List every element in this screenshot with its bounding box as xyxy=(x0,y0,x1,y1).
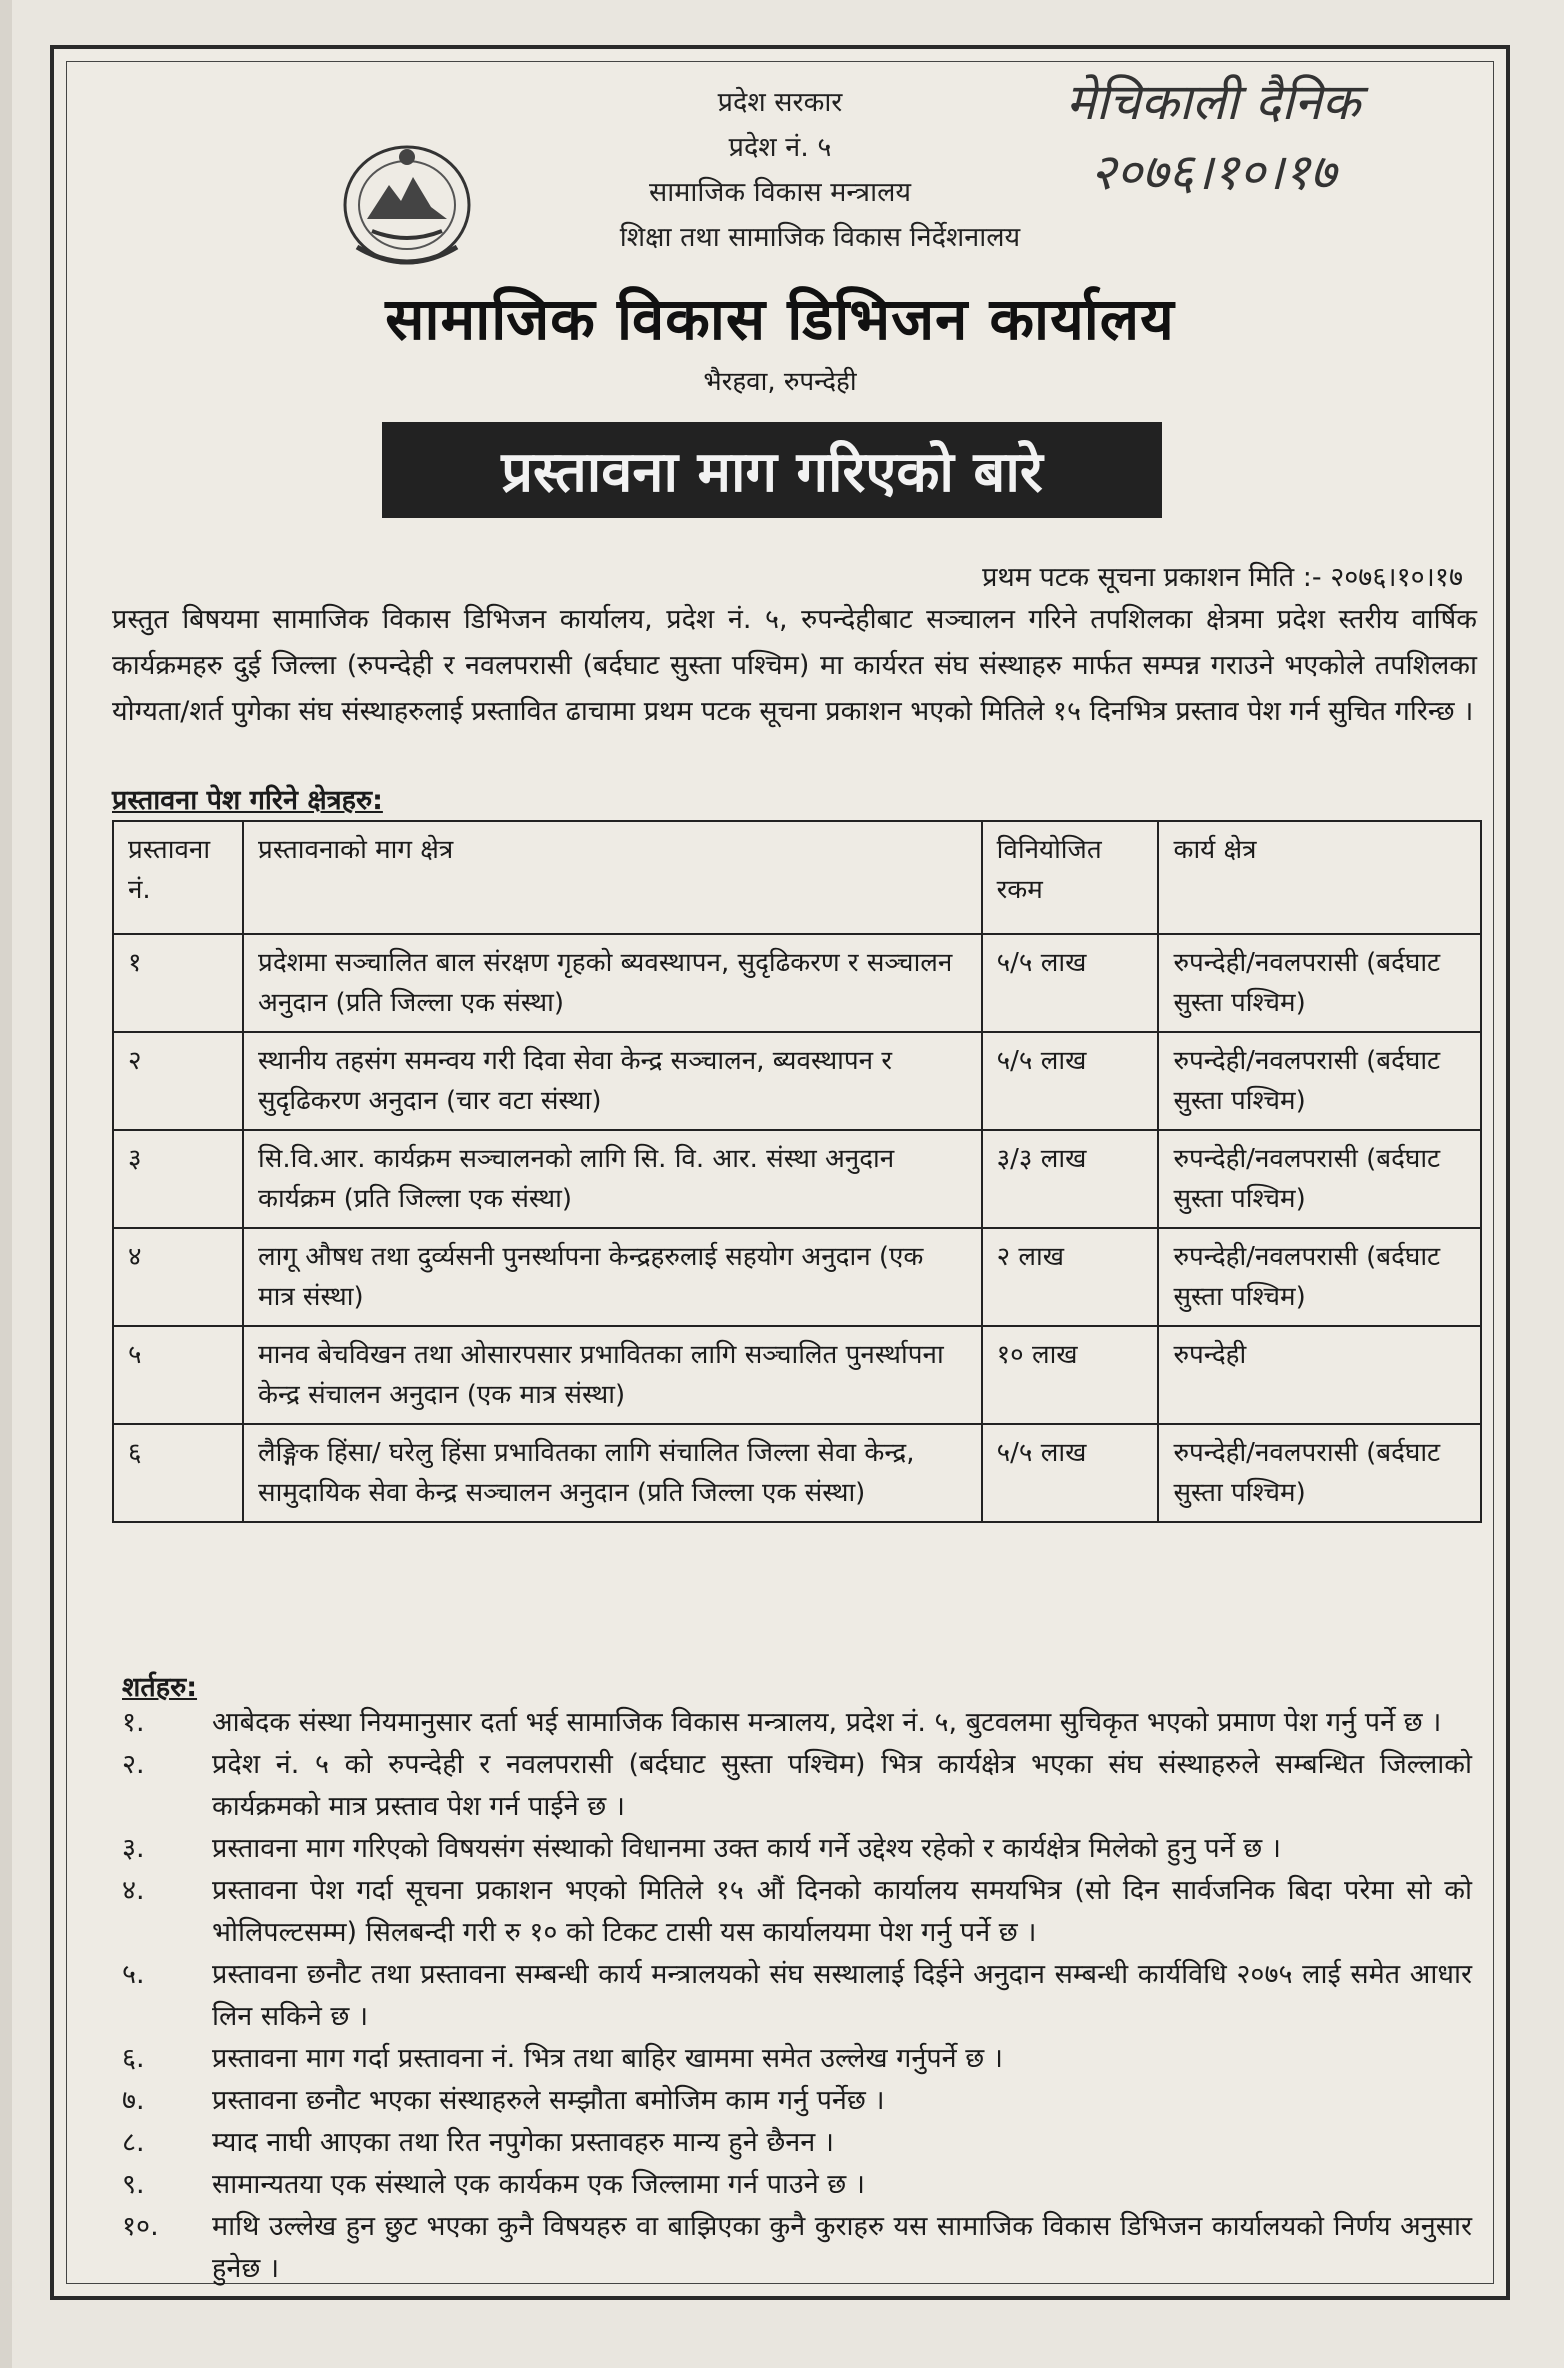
condition-number: ४. xyxy=(122,1875,145,1906)
table-row xyxy=(113,934,1481,1032)
row-amount: ३/३ लाख xyxy=(982,1130,1159,1228)
header-province: प्रदेश नं. ५ xyxy=(728,132,832,163)
handwritten-date: २०७६।१०।१७ xyxy=(1090,143,1336,201)
row-area: रुपन्देही/नवलपरासी (बर्दघाट सुस्ता पश्चिम) xyxy=(1158,934,1481,1032)
condition-number: ६. xyxy=(122,2043,145,2074)
condition-number: ९. xyxy=(122,2169,145,2200)
list-item xyxy=(112,1870,1472,1954)
row-area: रुपन्देही/नवलपरासी (बर्दघाट सुस्ता पश्चिम) xyxy=(1158,1032,1481,1130)
handwritten-newspaper: मेचिकाली दैनिक xyxy=(1065,73,1361,131)
list-item xyxy=(112,2206,1472,2290)
list-item xyxy=(112,1828,1472,1870)
subject-banner xyxy=(382,422,1162,518)
condition-text: प्रदेश नं. ५ को रुपन्देही र नवलपरासी (बर्दघाट सुस्ता पश्चिम) भित्र कार्यक्षेत्र भएका संघ संस्थाहरुले सम्बन्धित जिल्लाको कार्यक्रमको मात्र प्रस्ताव पेश गर्न पाईने छ । xyxy=(212,1749,1472,1822)
publication-date: प्रथम पटक सूचना प्रकाशन मिति :- २०७६।१०।१७ xyxy=(982,562,1463,593)
condition-text: म्याद नाघी आएका तथा रित नपुगेका प्रस्तावहरु मान्य हुने छैनन । xyxy=(212,2127,835,2158)
condition-number: ३. xyxy=(122,1833,145,1864)
condition-number: १. xyxy=(122,1707,145,1738)
row-field: सि.वि.आर. कार्यक्रम सञ्चालनको लागि सि. वि. आर. संस्था अनुदान कार्यक्रम (प्रति जिल्ला एक संस्था) xyxy=(243,1130,982,1228)
condition-text: प्रस्तावना माग गर्दा प्रस्तावना नं. भित्र तथा बाहिर खाममा समेत उल्लेख गर्नुपर्ने छ । xyxy=(212,2043,1003,2074)
header-directorate: शिक्षा तथा सामाजिक विकास निर्देशनालय xyxy=(619,222,1021,253)
office-place: भैरहवा, रुपन्देही xyxy=(703,367,857,397)
list-item xyxy=(112,1702,1472,1744)
section-heading: प्रस्तावना पेश गरिने क्षेत्रहरु: xyxy=(112,785,383,816)
notice-inner-border xyxy=(66,61,1494,2284)
list-item xyxy=(112,2038,1472,2080)
condition-number: ८. xyxy=(122,2127,145,2158)
condition-text: सामान्यतया एक संस्थाले एक कार्यकम एक जिल्लामा गर्न पाउने छ । xyxy=(212,2169,866,2200)
row-field: प्रदेशमा सञ्चालित बाल संरक्षण गृहको ब्यवस्थापन, सुदृढिकरण र सञ्चालन अनुदान (प्रति जिल्ला एक संस्था) xyxy=(243,934,982,1032)
table-row xyxy=(113,1424,1481,1522)
condition-text: आबेदक संस्था नियमानुसार दर्ता भई सामाजिक विकास मन्त्रालय, प्रदेश नं. ५, बुटवलमा सुचिकृत भएको प्रमाण पेश गर्नु पर्ने छ । xyxy=(212,1707,1442,1738)
row-no: ४ xyxy=(113,1228,243,1326)
row-amount: ५/५ लाख xyxy=(982,1424,1159,1522)
row-area: रुपन्देही xyxy=(1158,1326,1481,1424)
row-amount: २ लाख xyxy=(982,1228,1159,1326)
row-field: स्थानीय तहसंग समन्वय गरी दिवा सेवा केन्द्र सञ्चालन, ब्यवस्थापन र सुदृढिकरण अनुदान (चार वटा संस्था) xyxy=(243,1032,982,1130)
list-item xyxy=(112,1954,1472,2038)
list-item xyxy=(112,1744,1472,1828)
row-amount: १० लाख xyxy=(982,1326,1159,1424)
table-header-row xyxy=(113,821,1481,934)
condition-number: २. xyxy=(122,1749,145,1780)
row-no: ५ xyxy=(113,1326,243,1424)
table-row xyxy=(113,1228,1481,1326)
list-item xyxy=(112,2164,1472,2206)
intro-paragraph: प्रस्तुत बिषयमा सामाजिक विकास डिभिजन कार्यालय, प्रदेश नं. ५, रुपन्देहीबाट सञ्चालन गरिने तपशिलका क्षेत्रमा प्रदेश स्तरीय वार्षिक कार्यक्रमहरु दुई जिल्ला (रुपन्देही र नवलपरासी (बर्दघाट सुस्ता पश्चिम) मा कार्यरत संघ संस्थाहरु मार्फत सम्पन्न गराउने भएकोले तपशिलका योग्यता/शर्त पुगेका संघ संस्थाहरुलाई प्रस्तावित ढाचामा प्रथम पटक सूचना प्रकाशन भएको मितिले १५ दिनभित्र प्रस्ताव पेश गर्न सुचित गरिन्छ । xyxy=(112,604,1477,727)
condition-text: माथि उल्लेख हुन छुट भएका कुनै विषयहरु वा बाझिएका कुनै कुराहरु यस सामाजिक विकास डिभिजन कार्यालयको निर्णय अनुसार हुनेछ । xyxy=(212,2211,1472,2284)
row-no: ६ xyxy=(113,1424,243,1522)
condition-number: १०. xyxy=(122,2211,159,2242)
list-item xyxy=(112,2080,1472,2122)
table-row xyxy=(113,1130,1481,1228)
table-row xyxy=(113,1326,1481,1424)
row-field: मानव बेचविखन तथा ओसारपसार प्रभावितका लागि सञ्चालित पुनर्स्थापना केन्द्र संचालन अनुदान (एक मात्र संस्था) xyxy=(243,1326,982,1424)
header-area: कार्य क्षेत्र xyxy=(1158,821,1481,934)
conditions-heading: शर्तहरु: xyxy=(122,1672,198,1703)
condition-text: प्रस्तावना पेश गर्दा सूचना प्रकाशन भएको मितिले १५ औं दिनको कार्यालय समयभित्र (सो दिन सार्वजनिक बिदा परेमा सो को भोलिपल्टसम्म) सिलबन्दी गरी रु १० को टिकट टासी यस कार्यालयमा पेश गर्नु पर्ने छ । xyxy=(212,1875,1472,1948)
row-no: ३ xyxy=(113,1130,243,1228)
subject-text: प्रस्तावना माग गरिएको बारे xyxy=(501,440,1043,505)
row-no: १ xyxy=(113,934,243,1032)
condition-number: ५. xyxy=(122,1959,145,1990)
header-amount: विनियोजित रकम xyxy=(982,821,1159,934)
header-proposal-no: प्रस्तावना नं. xyxy=(113,821,243,934)
paper-edge xyxy=(0,0,12,2368)
row-area: रुपन्देही/नवलपरासी (बर्दघाट सुस्ता पश्चिम) xyxy=(1158,1130,1481,1228)
notice-document xyxy=(50,45,1510,2300)
header-ministry: सामाजिक विकास मन्त्रालय xyxy=(648,177,912,208)
proposal-table xyxy=(112,820,1482,1523)
list-item xyxy=(112,2122,1472,2164)
condition-text: प्रस्तावना माग गरिएको विषयसंग संस्थाको विधानमा उक्त कार्य गर्ने उद्देश्य रहेको र कार्यक्षेत्र मिलेको हुनु पर्ने छ । xyxy=(212,1833,1282,1864)
header-government: प्रदेश सरकार xyxy=(717,87,843,118)
conditions-list xyxy=(112,1702,1472,2290)
row-area: रुपन्देही/नवलपरासी (बर्दघाट सुस्ता पश्चिम) xyxy=(1158,1228,1481,1326)
row-no: २ xyxy=(113,1032,243,1130)
condition-text: प्रस्तावना छनौट भएका संस्थाहरुले सम्झौता बमोजिम काम गर्नु पर्नेछ । xyxy=(212,2085,885,2116)
condition-text: प्रस्तावना छनौट तथा प्रस्तावना सम्बन्धी कार्य मन्त्रालयको संघ सस्थालाई दिईने अनुदान सम्बन्धी कार्यविधि २०७५ लाई समेत आधार लिन सकिने छ । xyxy=(212,1959,1472,2032)
table-row xyxy=(113,1032,1481,1130)
row-field: लागू औषध तथा दुर्व्यसनी पुनर्स्थापना केन्द्रहरुलाई सहयोग अनुदान (एक मात्र संस्था) xyxy=(243,1228,982,1326)
row-area: रुपन्देही/नवलपरासी (बर्दघाट सुस्ता पश्चिम) xyxy=(1158,1424,1481,1522)
row-amount: ५/५ लाख xyxy=(982,1032,1159,1130)
row-field: लैङ्गिक हिंसा/ घरेलु हिंसा प्रभावितका लागि संचालित जिल्ला सेवा केन्द्र, सामुदायिक सेवा केन्द्र सञ्चालन अनुदान (प्रति जिल्ला एक संस्था) xyxy=(243,1424,982,1522)
header-field: प्रस्तावनाको माग क्षेत्र xyxy=(243,821,982,934)
condition-number: ७. xyxy=(122,2085,145,2116)
row-amount: ५/५ लाख xyxy=(982,934,1159,1032)
office-title: सामाजिक विकास डिभिजन कार्यालय xyxy=(385,285,1175,353)
handwritten-note xyxy=(953,67,1473,207)
